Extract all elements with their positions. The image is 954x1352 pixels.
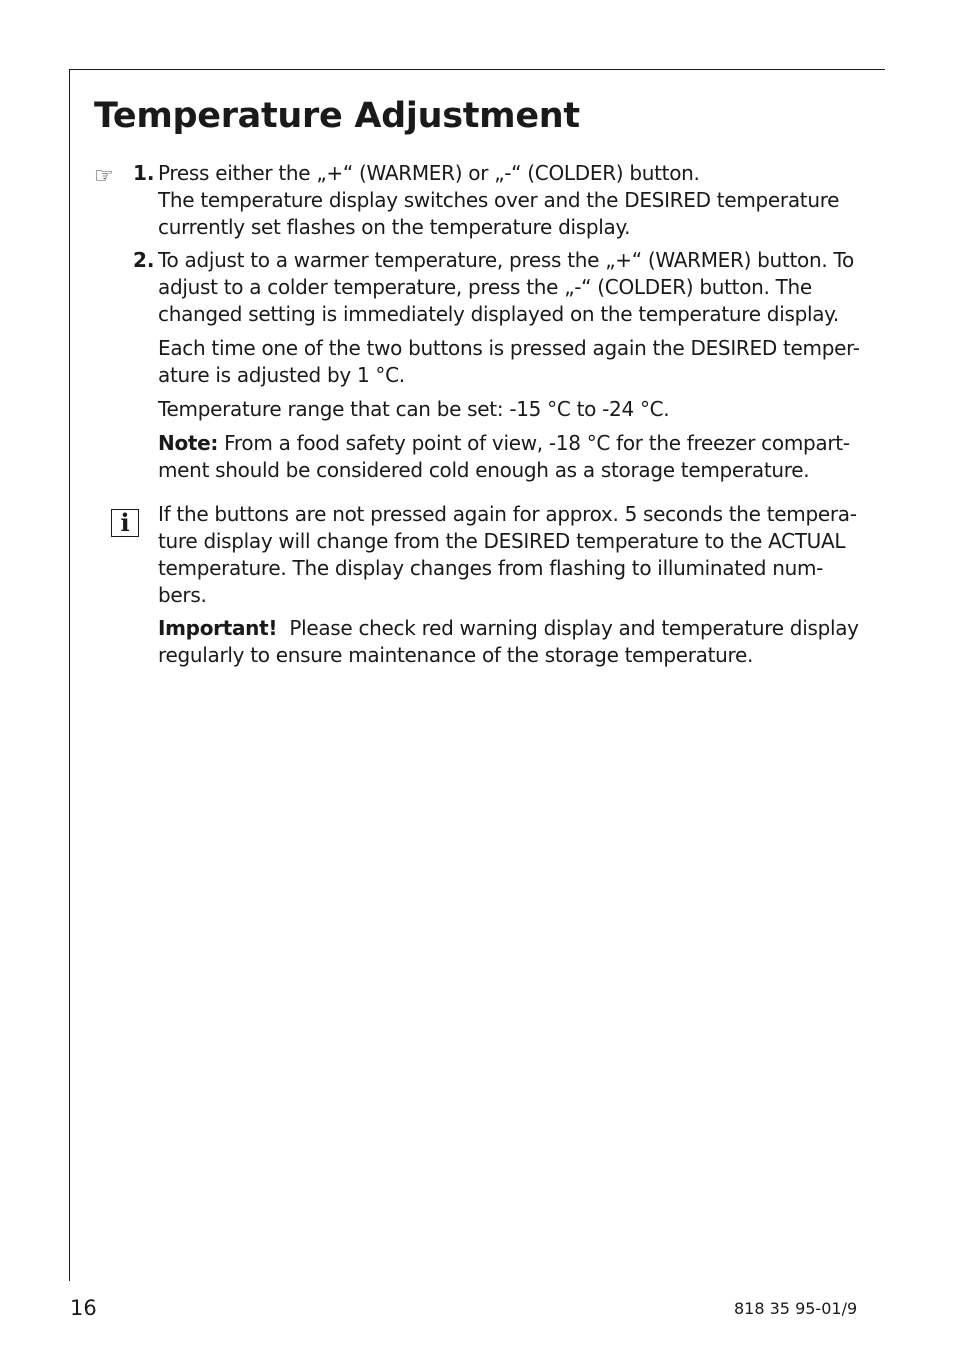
- note-line-2: ment should be considered cold enough as a storage temperature.: [158, 458, 810, 482]
- note-paragraph: [158, 430, 870, 484]
- step-1-line-1: Press either the „+“ (WARMER) or „-“ (COLDER) button.: [158, 161, 700, 185]
- frame-left-rule: [69, 69, 70, 1281]
- adjust-step-line-1: Each time one of the two buttons is pressed again the DESIRED temper-: [158, 336, 860, 360]
- pointing-hand-icon: ☞: [94, 164, 114, 189]
- page-title: Temperature Adjustment: [94, 96, 580, 136]
- step-1-number: 1.: [133, 161, 155, 185]
- important-line-2: regularly to ensure maintenance of the storage temperature.: [158, 643, 754, 667]
- step-2-number: 2.: [133, 248, 155, 272]
- step-1-line-2: The temperature display switches over and the DESIRED temperature: [158, 188, 840, 212]
- step-1-text: [158, 160, 870, 241]
- info-paragraph: [158, 501, 870, 609]
- note-line-1: From a food safety point of view, -18 °C for the freezer compart-: [224, 431, 850, 455]
- info-line-4: bers.: [158, 583, 207, 607]
- info-icon: i: [111, 509, 139, 537]
- temperature-range: Temperature range that can be set: -15 °C to -24 °C.: [158, 397, 670, 421]
- step-2-line-1: To adjust to a warmer temperature, press the „+“ (WARMER) button. To: [158, 248, 854, 272]
- important-paragraph: [158, 615, 870, 669]
- info-line-3: temperature. The display changes from flashing to illuminated num-: [158, 556, 824, 580]
- adjust-step-line-2: ature is adjusted by 1 °C.: [158, 363, 405, 387]
- step-2-line-3: changed setting is immediately displayed on the temperature display.: [158, 302, 839, 326]
- info-line-1: If the buttons are not pressed again for approx. 5 seconds the tempera-: [158, 502, 857, 526]
- frame-top-rule: [69, 69, 885, 70]
- important-label: Important!: [158, 616, 278, 640]
- page-number: 16: [70, 1296, 97, 1320]
- info-line-2: ture display will change from the DESIRED temperature to the ACTUAL: [158, 529, 846, 553]
- step-1-line-3: currently set flashes on the temperature display.: [158, 215, 631, 239]
- adjust-step-paragraph: [158, 335, 870, 389]
- important-line-1: Please check red warning display and temperature display: [289, 616, 859, 640]
- step-2-line-2: adjust to a colder temperature, press the „-“ (COLDER) button. The: [158, 275, 812, 299]
- note-label: Note:: [158, 431, 219, 455]
- document-code: 818 35 95-01/9: [734, 1299, 858, 1318]
- step-2-text: [158, 247, 870, 328]
